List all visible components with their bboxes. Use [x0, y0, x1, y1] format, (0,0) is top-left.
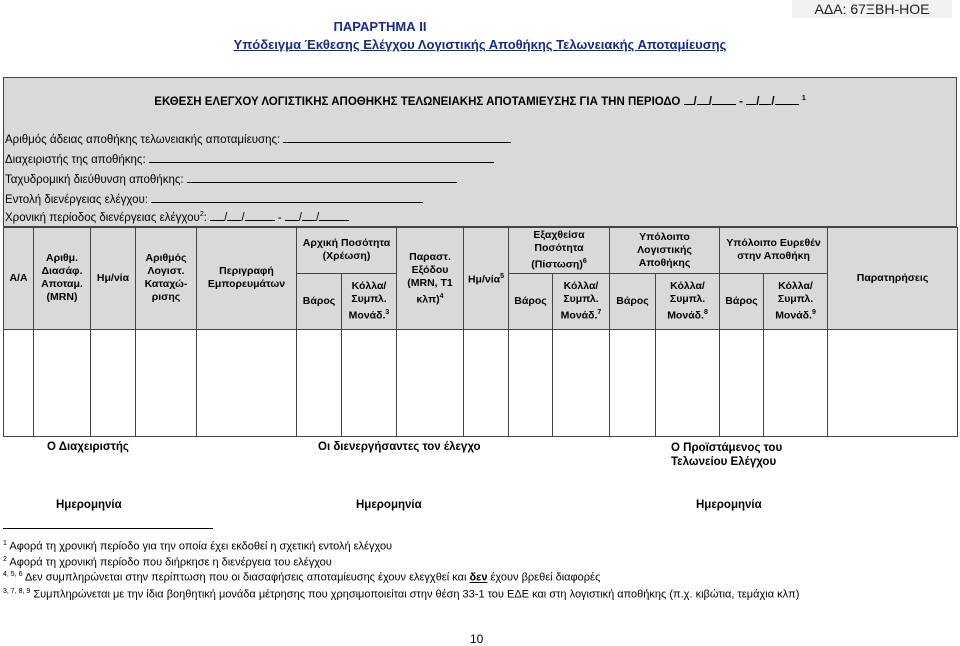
footnote-separator — [3, 528, 213, 529]
signature-date-manager: Ημερομηνία — [56, 499, 122, 511]
col-aa: Α/Α — [4, 228, 34, 330]
blank-line[interactable] — [187, 172, 457, 183]
col-mrn: Αριθμ. Διασάφ. Αποταμ. (MRN) — [34, 228, 91, 330]
table-cell[interactable] — [136, 329, 197, 436]
field-label: Διαχειριστής της αποθήκης: — [5, 154, 146, 166]
field-dash: - — [277, 212, 282, 224]
blank-line[interactable] — [283, 132, 511, 143]
table-cell[interactable] — [610, 329, 656, 436]
blank-day — [684, 94, 694, 105]
col-units-text: Κόλλα/ Συμπλ. Μονάδ. — [667, 279, 706, 322]
footnote-ref: 1 — [801, 95, 806, 103]
footnote-1 — [3, 540, 392, 553]
field-licence — [5, 132, 511, 146]
footnote-mark: 3, 7, 8, 9 — [3, 588, 31, 595]
col-weight: Βάρος — [610, 273, 656, 329]
blank-month — [697, 94, 709, 105]
table-cell[interactable] — [553, 329, 610, 436]
table-cell[interactable] — [34, 329, 91, 436]
footnote-ref: 7 — [597, 308, 602, 316]
col-weight: Βάρος — [509, 273, 553, 329]
footnote-ref: 3 — [385, 308, 390, 316]
table-cell[interactable] — [197, 329, 297, 436]
table-cell[interactable] — [464, 329, 509, 436]
blank-year — [712, 94, 736, 105]
report-heading-text: ΕΚΘΕΣΗ ΕΛΕΓΧΟΥ ΛΟΓΙΣΤΙΚΗΣ ΑΠΟΘΗΚΗΣ ΤΕΛΩΝΕΙΑΚΗΣ ΑΠΟΤΑΜΙΕΥΣΗΣ ΓΙΑ ΤΗΝ ΠΕΡΙΟΔΟ — [154, 96, 681, 108]
signature-manager: Ο Διαχειριστής — [47, 441, 129, 453]
blank-line[interactable] — [149, 152, 494, 163]
page-number: 10 — [470, 632, 484, 646]
table-cell[interactable] — [828, 329, 958, 436]
blank-month — [759, 94, 771, 105]
annex-subtitle: Υπόδειγμα Έκθεσης Ελέγχου Λογιστικής Αποθήκης Τελωνειακής Αποταμίευσης — [233, 37, 727, 52]
footnote-ref: 4 — [439, 292, 444, 300]
report-heading: ΕΚΘΕΣΗ ΕΛΕΓΧΟΥ ΛΟΓΙΣΤΙΚΗΣ ΑΠΟΘΗΚΗΣ ΤΕΛΩΝΕΙΑΚΗΣ ΑΠΟΤΑΜΙΕΥΣΗΣ ΓΙΑ ΤΗΝ ΠΕΡΙΟΔΟ / / - / / $^1$ — [154, 95, 806, 108]
col-exit-doc — [397, 228, 464, 330]
footnote-emphasis: δεν — [469, 571, 488, 584]
blank-month[interactable] — [227, 210, 241, 221]
col-units — [553, 273, 610, 329]
blank-year[interactable] — [245, 210, 275, 221]
footnote-mark: 2 — [3, 556, 7, 563]
col-date2-text: Ημ/νία — [467, 273, 501, 286]
col-date2 — [464, 228, 509, 330]
col-acc-no: Αριθμός Λογιστ. Καταχώ-ρισης — [136, 228, 197, 330]
table-cell[interactable] — [720, 329, 764, 436]
report-heading-dash: - — [739, 96, 743, 108]
col-balance-acc: Υπόλοιπο Λογιστικής Αποθήκης — [610, 228, 720, 274]
blank-day — [746, 94, 756, 105]
footnote-ref: 5 — [500, 273, 505, 280]
col-units-text: Κόλλα/ Συμπλ. Μονάδ. — [348, 279, 387, 322]
ada-code: ΑΔΑ: 67ΞΒΗ-ΗΟΕ — [792, 0, 952, 18]
col-units — [342, 273, 397, 329]
annex-title: ΠΑΡΑΡΤΗΜΑ ΙΙ — [333, 19, 427, 34]
field-address — [5, 172, 457, 186]
footnote-ref: 6 — [582, 258, 587, 265]
field-label: Αριθμός άδειας αποθήκης τελωνειακής αποταμίευσης: — [5, 134, 281, 146]
field-colon: : — [203, 212, 207, 224]
table-cell[interactable] — [764, 329, 828, 436]
blank-day[interactable] — [210, 210, 224, 221]
table-cell[interactable] — [342, 329, 397, 436]
footnote-4 — [3, 588, 799, 601]
footnote-text: έχουν βρεθεί διαφορές — [487, 571, 601, 584]
col-units — [764, 273, 828, 329]
field-label: Ταχυδρομική διεύθυνση αποθήκης: — [5, 174, 184, 186]
field-order — [5, 192, 423, 206]
footnote-mark: 1 — [3, 540, 7, 547]
field-label: Εντολή διενέργειας ελέγχου: — [5, 194, 148, 206]
col-balance-found: Υπόλοιπο Ευρεθέν στην Αποθήκη — [720, 228, 828, 274]
signature-date-head: Ημερομηνία — [696, 499, 762, 511]
col-date: Ημ/νία — [91, 228, 136, 330]
footnote-2 — [3, 556, 332, 569]
col-exit-doc-text: Παραστ. Εξόδου (MRN, T1 κλπ) — [407, 250, 453, 305]
col-units-text: Κόλλα/ Συμπλ. Μονάδ. — [560, 279, 599, 322]
field-manager — [5, 152, 494, 166]
footnote-text: Αφορά τη χρονική περίοδο για την οποία έχει εκδοθεί η σχετική εντολή ελέγχου — [9, 540, 393, 553]
col-weight: Βάρος — [297, 273, 342, 329]
footnote-mark: 4, 5, 6 — [3, 571, 23, 578]
col-units — [656, 273, 720, 329]
table-cell[interactable] — [4, 329, 34, 436]
signature-head: Ο Προϊστάμενος του Τελωνείου Ελέγχου — [671, 442, 783, 468]
blank-year — [775, 94, 799, 105]
table-cell[interactable] — [656, 329, 720, 436]
footnote-3 — [3, 571, 600, 584]
footnote-ref: 2 — [199, 211, 204, 219]
field-label: Χρονική περίοδος διενέργειας ελέγχου — [5, 212, 200, 224]
col-exported-text: Εξαχθείσα Ποσότητα (Πίστωση) — [531, 229, 585, 271]
col-units-text: Κόλλα/ Συμπλ. Μονάδ. — [775, 279, 814, 322]
table-cell[interactable] — [91, 329, 136, 436]
blank-line[interactable] — [151, 192, 423, 203]
signature-auditors: Οι διενεργήσαντες τον έλεγχο — [318, 441, 481, 453]
ledger-table — [3, 227, 958, 437]
table-row — [4, 329, 958, 436]
col-weight: Βάρος — [720, 273, 764, 329]
col-initial: Αρχική Ποσότητα (Χρέωση) — [297, 228, 397, 274]
field-period: Χρονική περίοδος διενέργειας ελέγχου$^2$: / / - / / — [5, 210, 349, 224]
col-desc: Περιγραφή Εμπορευμάτων — [197, 228, 297, 330]
blank-month[interactable] — [302, 210, 316, 221]
footnote-text: Συμπληρώνεται με την ίδια βοηθητική μονάδα μέτρησης που χρησιμοποιείται στην θέση 33-1 του ΕΔΕ και στη λογιστική αποθήκης (π.χ. κιβώτια, τεμάχια κλπ) — [33, 588, 800, 601]
footnote-text: Αφορά τη χρονική περίοδο που διήρκησε η διενέργεια του ελέγχου — [9, 556, 332, 569]
col-exported — [509, 228, 610, 274]
table-cell[interactable] — [397, 329, 464, 436]
blank-day[interactable] — [285, 210, 299, 221]
signature-date-auditors: Ημερομηνία — [356, 499, 422, 511]
footnote-ref: 9 — [811, 308, 816, 316]
table-cell[interactable] — [509, 329, 553, 436]
blank-year[interactable] — [319, 210, 349, 221]
footnote-text: Δεν συμπληρώνεται στην περίπτωση που οι διασαφήσεις αποταμίευσης έχουν ελεγχθεί και — [24, 571, 470, 584]
col-remarks: Παρατηρήσεις — [828, 228, 958, 330]
table-cell[interactable] — [297, 329, 342, 436]
footnote-ref: 8 — [703, 308, 708, 316]
